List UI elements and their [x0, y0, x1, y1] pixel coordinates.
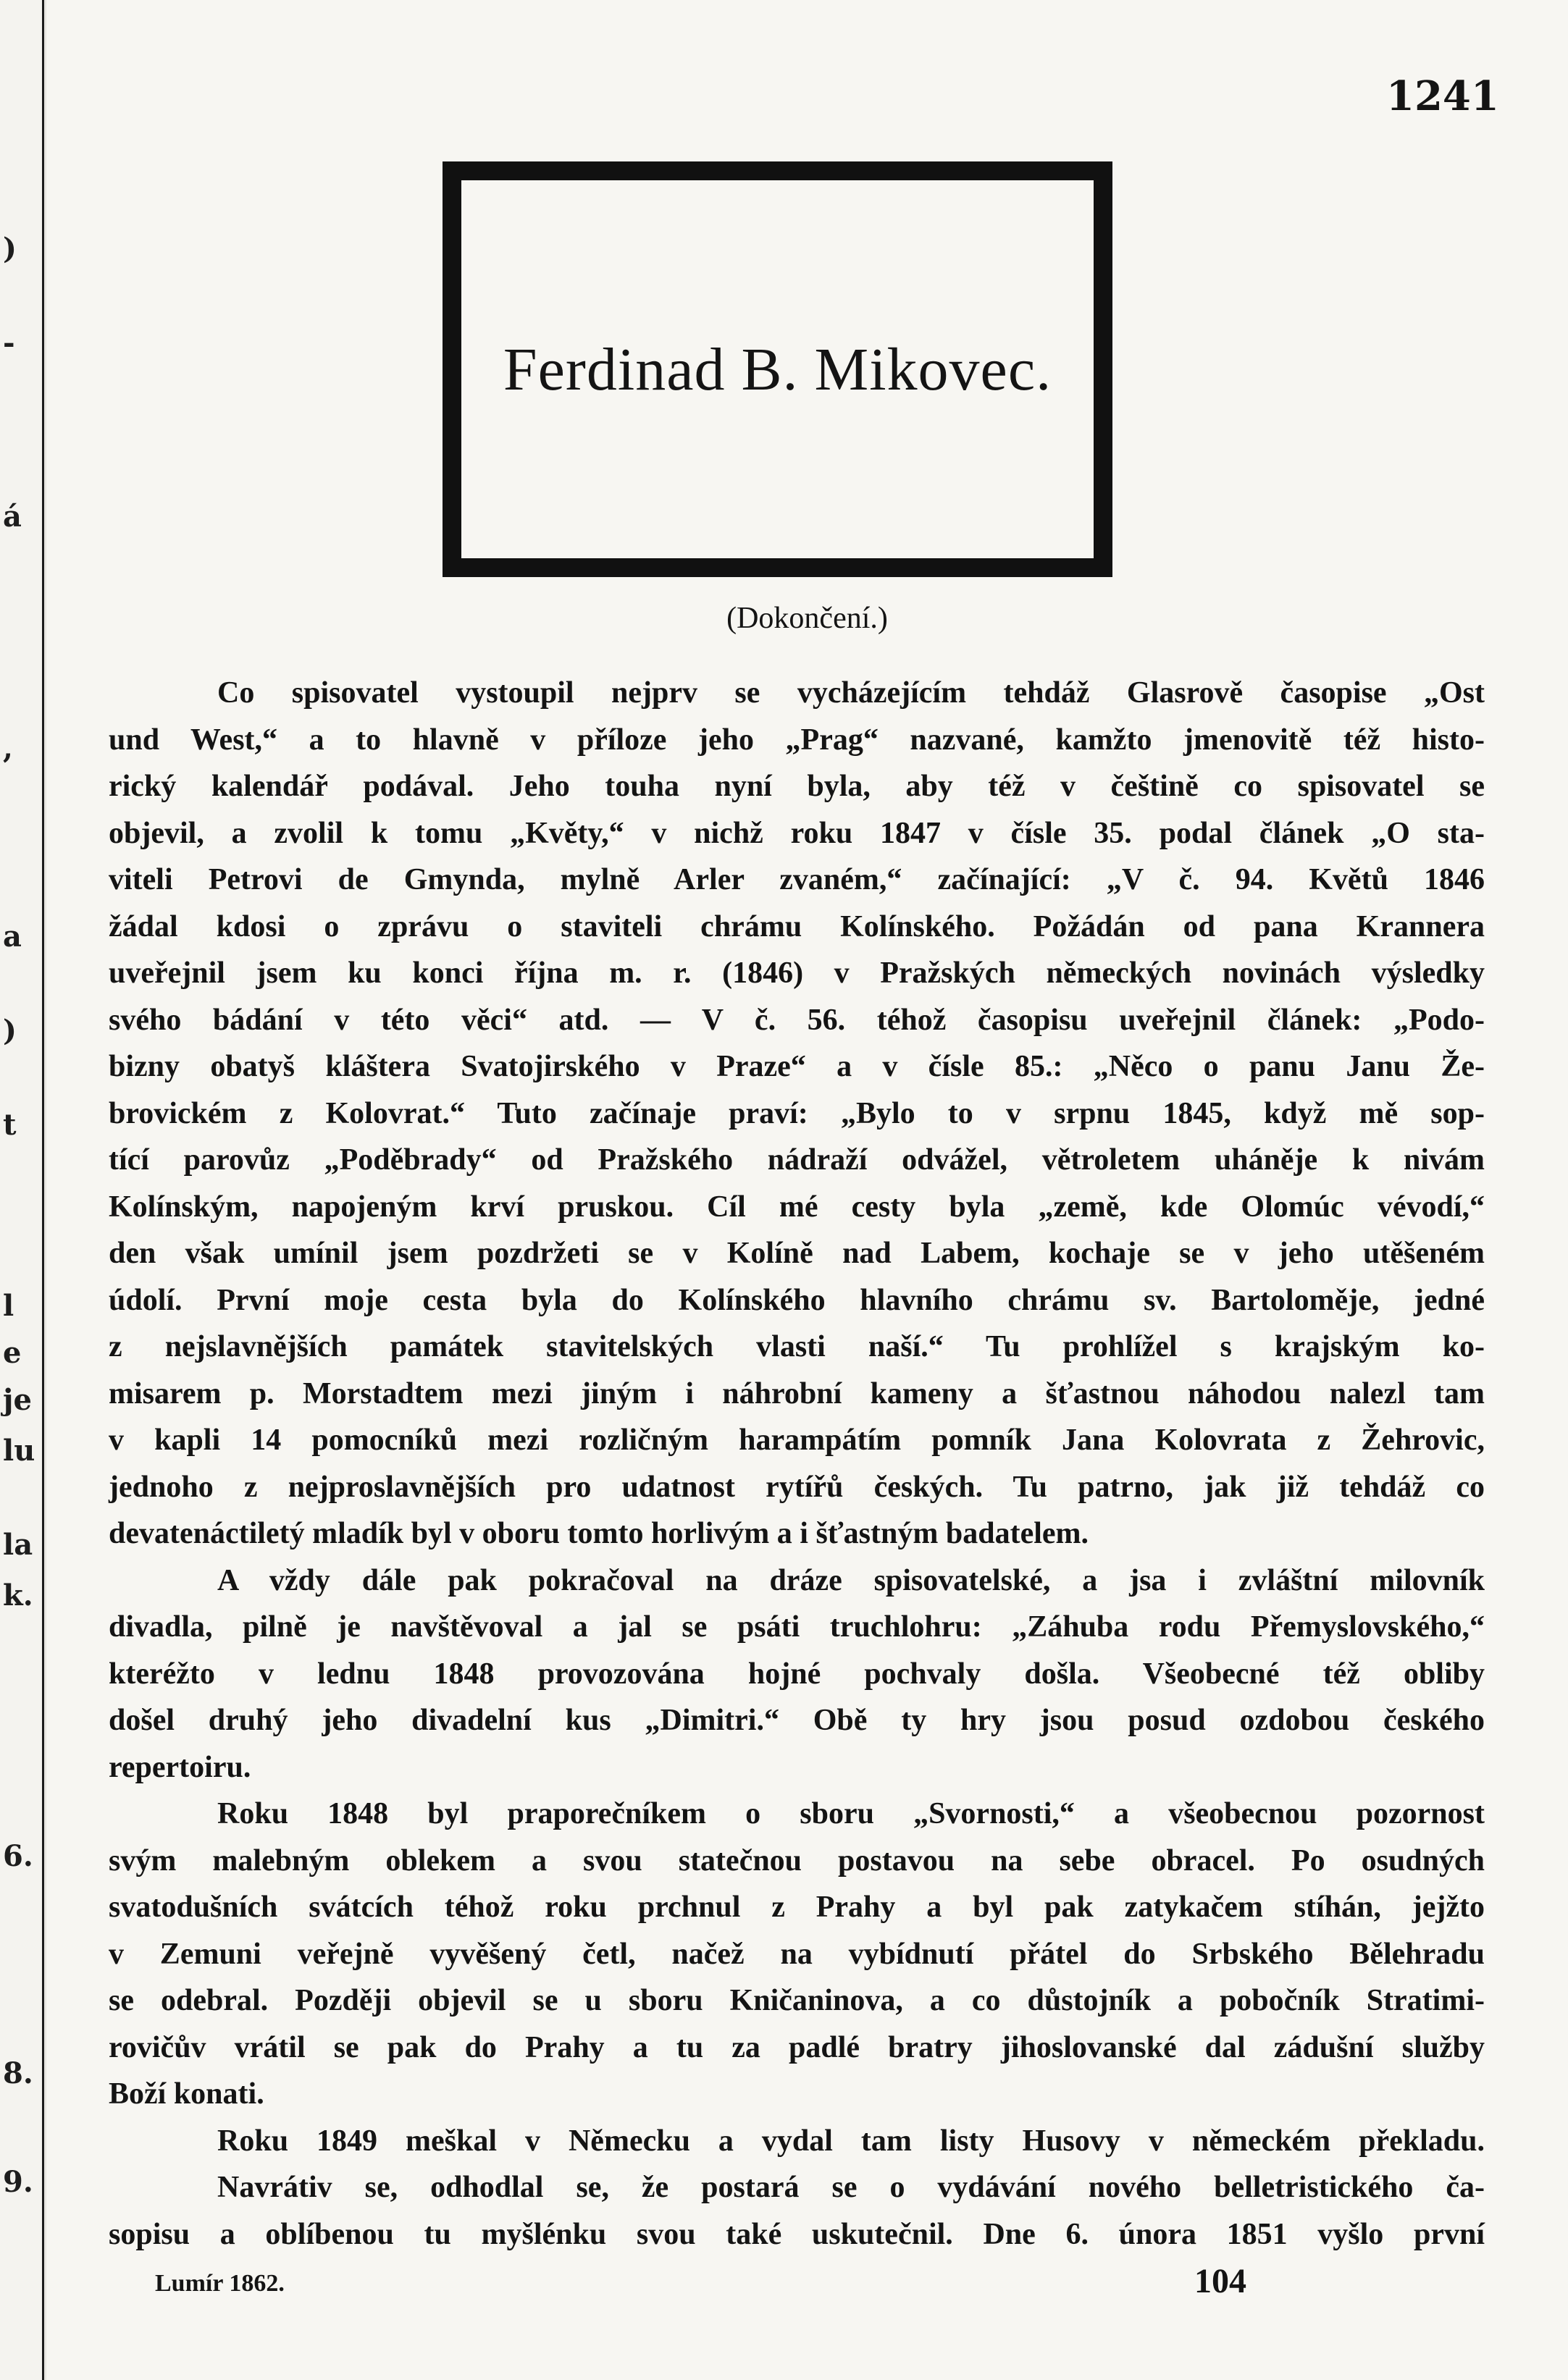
text-line: misarem p. Morstadtem mezi jiným i náhrobní kameny a šťastnou náhodou nalezl tam	[109, 1376, 1485, 1410]
margin-mark: k.	[3, 1578, 33, 1612]
text-line: v kapli 14 pomocníků mezi rozličným harampátím pomník Jana Kolovrata z Žehrovic,	[109, 1424, 1485, 1457]
text-line: došel druhý jeho divadelní kus „Dimitri.“ Obě ty hry jsou posud ozdobou českého	[109, 1704, 1485, 1737]
text-line: Boží konati.	[109, 2077, 264, 2111]
margin-mark: je	[3, 1383, 32, 1417]
text-line: žádal kdosi o zprávu o staviteli chrámu Kolínského. Požádán od pana Krannera	[109, 909, 1485, 943]
text-line: svatodušních svátcích téhož roku prchnul z Prahy a byl pak zatykačem stíhán, jejžto	[109, 1891, 1485, 1924]
text-line: kteréžto v lednu 1848 provozována hojné pochvaly došla. Všeobecné též obliby	[109, 1657, 1485, 1691]
text-line: z nejslavnějších památek stavitelských vlasti naší.“ Tu prohlížel s krajským ko-	[109, 1330, 1485, 1363]
margin-mark: lu	[3, 1434, 35, 1468]
text-line: A vždy dále pak pokračoval na dráze spisovatelské, a jsa i zvláštní milovník	[217, 1563, 1485, 1597]
text-line: brovickém z Kolovrat.“ Tuto začínaje praví: „Bylo to v srpnu 1845, když mě sop-	[109, 1096, 1485, 1130]
article-subtitle: (Dokončení.)	[726, 602, 888, 635]
text-line: Roku 1849 meškal v Německu a vydal tam listy Husovy v německém překladu.	[217, 2124, 1485, 2158]
text-line: tící parovůz „Poděbrady“ od Pražského nádraží odvážel, větroletem uháněje k nivám	[109, 1143, 1485, 1177]
margin-mark: -	[3, 326, 15, 360]
margin-mark: 8.	[3, 2056, 33, 2090]
text-line: Navrátiv se, odhodlal se, že postará se o vydávání nového belletristického ča-	[217, 2171, 1485, 2204]
margin-mark: )	[3, 1014, 17, 1048]
margin-mark: t	[3, 1108, 17, 1142]
article-body	[109, 670, 1485, 2258]
text-line: v Zemuni veřejně vyvěšený četl, načež na vybídnutí přátel do Srbského Bělehradu	[109, 1937, 1485, 1971]
text-line: Kolínským, napojeným krví pruskou. Cíl mé cesty byla „země, kde Olomúc vévodí,“	[109, 1190, 1485, 1224]
text-line: se odebral. Později objevil se u sboru Kničaninova, a co důstojník a pobočník Stratimi-	[109, 1984, 1485, 2017]
text-line: viteli Petrovi de Gmynda, mylně Arler zvaném,“ začínající: „V č. 94. Květů 1846	[109, 863, 1485, 896]
margin-mark: 6.	[3, 1839, 33, 1873]
obituary-frame	[443, 161, 1112, 577]
text-line: svým malebným oblekem a svou statečnou postavou na sebe obracel. Po osudných	[109, 1843, 1485, 1877]
text-line: svého bádání v této věci“ atd. — V č. 56. téhož časopisu uveřejnil článek: „Podo-	[109, 1003, 1485, 1037]
text-line: rovičův vrátil se pak do Prahy a tu za padlé bratry jihoslovanské dal zádušní služby	[109, 2030, 1485, 2064]
margin-mark: ,	[3, 731, 13, 765]
text-line: divadla, pilně je navštěvoval a jal se psáti truchlohru: „Záhuba rodu Přemyslovského,“	[109, 1610, 1485, 1644]
page-number: 1241	[1386, 72, 1499, 120]
sheet-number: 104	[1194, 2262, 1246, 2300]
margin-mark: )	[3, 232, 17, 266]
margin-mark: 9.	[3, 2165, 33, 2199]
article-title: Ferdinad B. Mikovec.	[503, 335, 1052, 403]
text-line: jednoho z nejproslavnějších pro udatnost rytířů českých. Tu patrno, jak již tehdáž co	[109, 1470, 1485, 1504]
text-line: Roku 1848 byl praporečníkem o sboru „Svornosti,“ a všeobecnou pozornost	[217, 1797, 1485, 1830]
margin-mark: la	[3, 1528, 33, 1562]
journal-signature: Lumír 1862.	[155, 2270, 285, 2297]
text-line: Co spisovatel vystoupil nejprv se vycházejícím tehdáž Glasrově časopise „Ost	[217, 676, 1485, 710]
text-line: uveřejnil jsem ku konci října m. r. (1846) v Pražských německých novinách výsledky	[109, 956, 1485, 990]
margin-mark: á	[3, 500, 22, 534]
left-page-edge	[0, 0, 44, 2380]
margin-mark: a	[3, 920, 22, 954]
text-line: sopisu a oblíbenou tu myšlénku svou také uskutečnil. Dne 6. února 1851 vyšlo první	[109, 2217, 1485, 2251]
text-line: objevil, a zvolil k tomu „Květy,“ v nichž roku 1847 v čísle 35. podal článek „O sta-	[109, 816, 1485, 850]
margin-mark: l	[3, 1289, 14, 1323]
text-line: údolí. První moje cesta byla do Kolínského hlavního chrámu sv. Bartoloměje, jedné	[109, 1283, 1485, 1317]
text-line: repertoiru.	[109, 1750, 251, 1784]
text-line: rický kalendář podával. Jeho touha nyní byla, aby též v češtině co spisovatel se	[109, 770, 1485, 803]
text-line: den však umínil jsem pozdržeti se v Kolíně nad Labem, kochaje se v jeho utěšeném	[109, 1237, 1485, 1270]
text-line: bizny obatyš kláštera Svatojirského v Praze“ a v čísle 85.: „Něco o panu Janu Že-	[109, 1050, 1485, 1083]
document-page	[46, 0, 1568, 2380]
text-line: devatenáctiletý mladík byl v oboru tomto horlivým a i šťastným badatelem.	[109, 1517, 1089, 1550]
text-line: und West,“ a to hlavně v příloze jeho „Prag“ nazvané, kamžto jmenovitě též histo-	[109, 723, 1485, 757]
margin-mark: e	[3, 1336, 22, 1370]
